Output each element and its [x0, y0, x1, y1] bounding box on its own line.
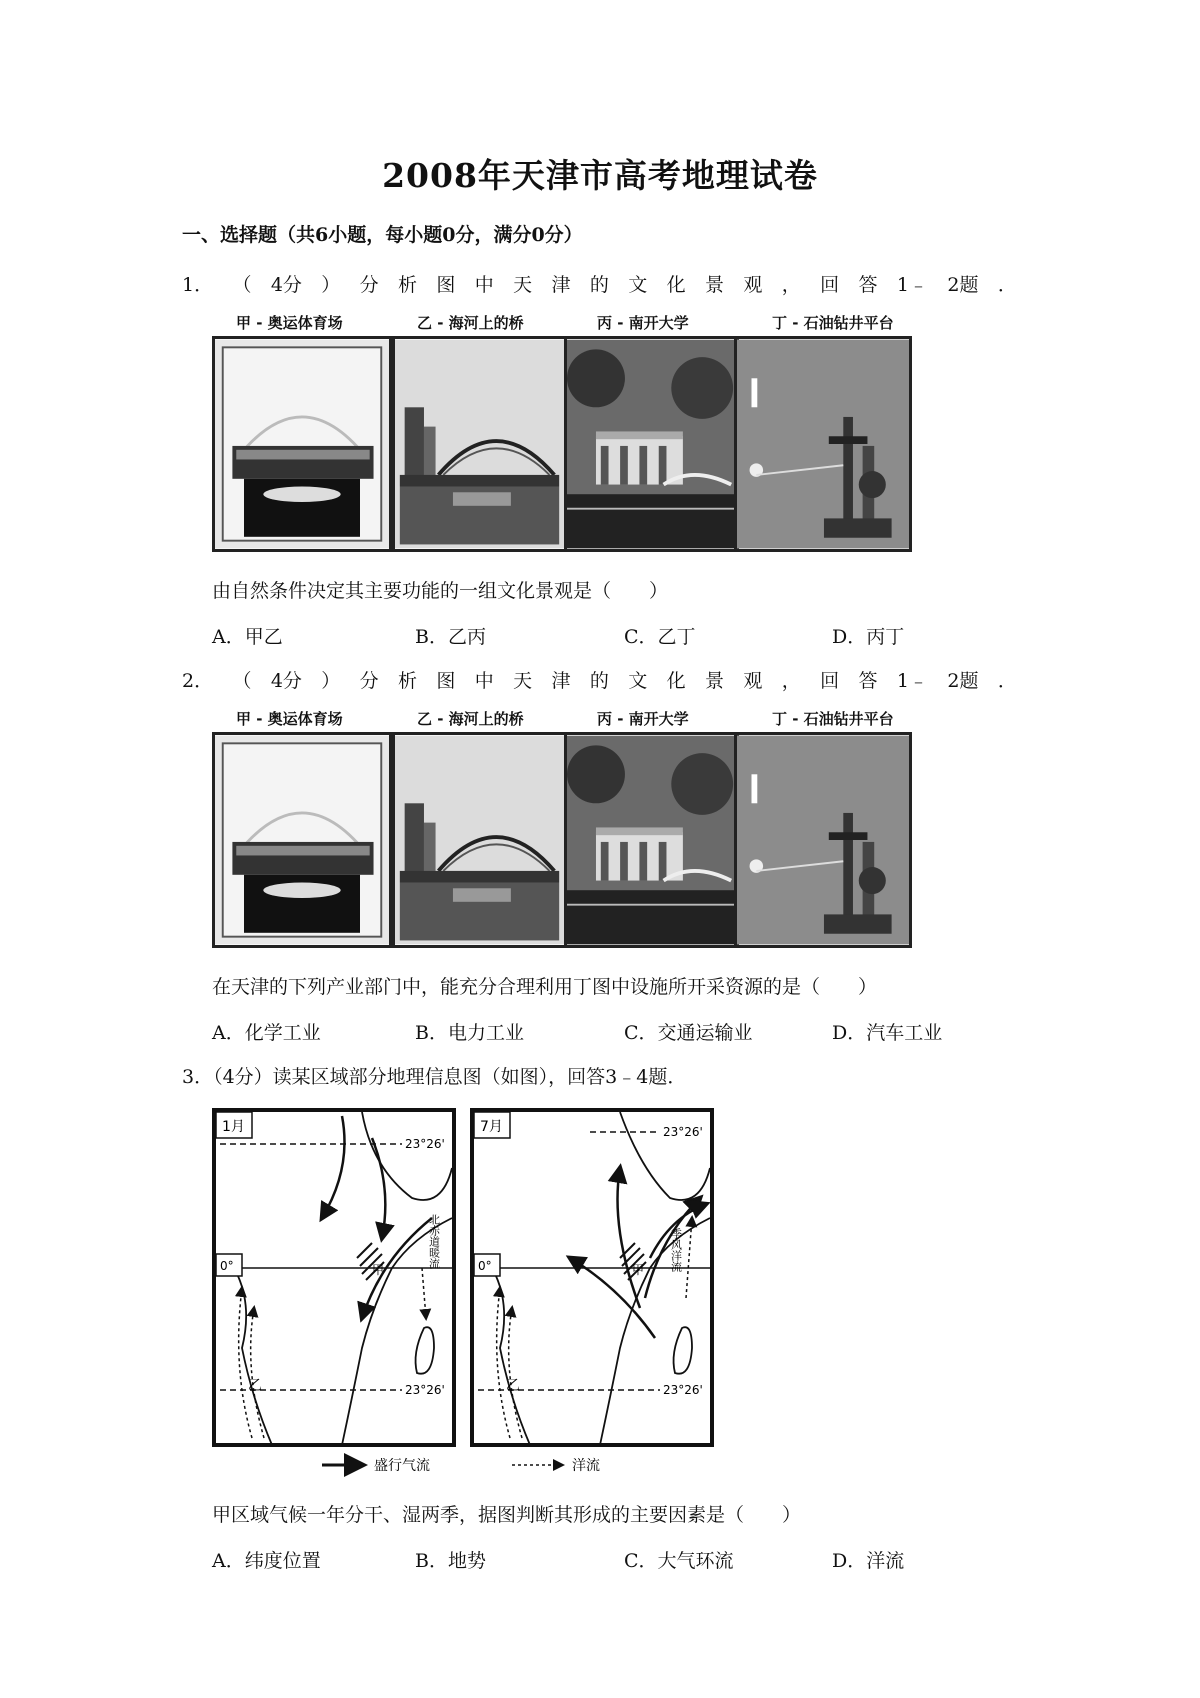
header-token: 回: [820, 274, 840, 296]
header-token: ）: [321, 670, 341, 692]
photo-label-yi: 乙 - 海河上的桥: [417, 710, 524, 728]
tropic-label-north: 23°26': [405, 1137, 445, 1151]
map-month-label: 1月: [222, 1119, 245, 1135]
option-d[interactable]: D．洋流: [832, 1550, 905, 1572]
header-token: ．: [997, 670, 1017, 692]
header-token: 4分: [270, 274, 302, 296]
question-3-header: 3．（4分）读某区域部分地理信息图（如图），回答3﹣4题．: [182, 1066, 687, 1088]
header-token: 观: [743, 274, 763, 296]
legend-current-label: 洋流: [572, 1458, 600, 1474]
tropic-label-north: 23°26': [663, 1125, 703, 1139]
oil-platform-photo: [734, 336, 912, 552]
current-side-label: 北赤道暖流: [427, 1214, 441, 1269]
map-legend: [322, 1457, 600, 1474]
option-b[interactable]: B．电力工业: [415, 1022, 524, 1044]
header-token: 中: [474, 670, 494, 692]
header-token: 的: [589, 670, 609, 692]
question-number: 2．: [182, 670, 214, 692]
header-token: ，: [781, 274, 801, 296]
header-token: 观: [743, 670, 763, 692]
option-a[interactable]: A．纬度位置: [212, 1550, 321, 1572]
stadium-photo: [212, 732, 392, 948]
header-token: 答: [858, 670, 878, 692]
question-1-header: [182, 270, 1017, 297]
photo-panel-1: [212, 312, 932, 557]
equator-label: 0°: [478, 1259, 492, 1273]
map-panel-january: [214, 1110, 454, 1445]
header-token: 文: [628, 670, 648, 692]
option-a[interactable]: A．甲乙: [212, 626, 283, 648]
header-token: 的: [589, 274, 609, 296]
region-label-jia: 甲: [632, 1263, 645, 1277]
option-b[interactable]: B．地势: [415, 1550, 486, 1572]
region-label-yi: 乙: [506, 1378, 520, 1394]
header-token: 分: [359, 670, 379, 692]
header-token: ，: [781, 670, 801, 692]
option-c[interactable]: C．乙丁: [624, 626, 696, 648]
university-photo: [564, 336, 739, 552]
tropic-label-south: 23°26': [405, 1383, 445, 1397]
option-d[interactable]: D．丙丁: [832, 626, 905, 648]
header-token: 津: [551, 274, 571, 296]
option-c[interactable]: C．交通运输业: [624, 1022, 753, 1044]
current-side-label: 季风洋流: [669, 1228, 683, 1272]
header-token: 津: [551, 670, 571, 692]
header-token: 答: [858, 274, 878, 296]
header-token: ）: [321, 274, 341, 296]
option-b[interactable]: B．乙丙: [415, 626, 486, 648]
option-a[interactable]: A．化学工业: [212, 1022, 321, 1044]
header-token: 1﹣: [896, 274, 928, 296]
header-token: 景: [705, 670, 725, 692]
photo-label-ding: 丁 - 石油钻井平台: [772, 710, 894, 728]
header-token: 4分: [270, 670, 302, 692]
page-title: 2008年天津市高考地理试卷: [382, 156, 818, 195]
header-token: 2题: [947, 670, 979, 692]
question-number: 1．: [182, 274, 214, 296]
legend-wind-label: 盛行气流: [374, 1458, 430, 1474]
question-2-stem: 在天津的下列产业部门中，能充分合理利用丁图中设施所开采资源的是（ ）: [212, 976, 878, 998]
header-token: ．: [997, 274, 1017, 296]
stadium-photo: [212, 336, 392, 552]
question-3-stem: 甲区域气候一年分干、湿两季，据图判断其形成的主要因素是（ ）: [212, 1504, 802, 1526]
photo-label-bing: 丙 - 南开大学: [597, 314, 689, 332]
bridge-photo: [392, 336, 567, 552]
equator-label: 0°: [220, 1259, 234, 1273]
header-token: 天: [513, 274, 533, 296]
university-photo: [564, 732, 739, 948]
region-label-yi: 乙: [248, 1378, 262, 1394]
header-token: 回: [820, 670, 840, 692]
header-token: 化: [666, 670, 686, 692]
header-token: 景: [705, 274, 725, 296]
header-token: 析: [398, 274, 418, 296]
option-c[interactable]: C．大气环流: [624, 1550, 734, 1572]
header-token: 图: [436, 274, 456, 296]
header-token: 中: [474, 274, 494, 296]
photo-label-yi: 乙 - 海河上的桥: [417, 314, 524, 332]
map-panel-july: [472, 1110, 712, 1445]
header-token: 析: [398, 670, 418, 692]
photo-label-jia: 甲 - 奥运体育场: [236, 314, 343, 332]
section-header: 一、选择题（共6小题，每小题0分，满分0分）: [182, 224, 583, 246]
header-token: 化: [666, 274, 686, 296]
map-month-label: 7月: [480, 1119, 503, 1135]
question-2-header: [182, 666, 1017, 693]
header-token: 2题: [947, 274, 979, 296]
region-label-jia: 甲: [372, 1263, 385, 1277]
header-token: 分: [359, 274, 379, 296]
header-token: 文: [628, 274, 648, 296]
header-token: 图: [436, 670, 456, 692]
photo-label-bing: 丙 - 南开大学: [597, 710, 689, 728]
question-1-stem: 由自然条件决定其主要功能的一组文化景观是（ ）: [212, 580, 669, 602]
header-token: （: [232, 670, 252, 692]
photo-label-ding: 丁 - 石油钻井平台: [772, 314, 894, 332]
header-token: 天: [513, 670, 533, 692]
bridge-photo: [392, 732, 567, 948]
tropic-label-south: 23°26': [663, 1383, 703, 1397]
photo-panel-2: [212, 708, 932, 953]
oil-platform-photo: [734, 732, 912, 948]
map-figure: [212, 1108, 772, 1480]
photo-label-jia: 甲 - 奥运体育场: [236, 710, 343, 728]
option-d[interactable]: D．汽车工业: [832, 1022, 943, 1044]
header-token: （: [232, 274, 252, 296]
header-token: 1﹣: [896, 670, 928, 692]
